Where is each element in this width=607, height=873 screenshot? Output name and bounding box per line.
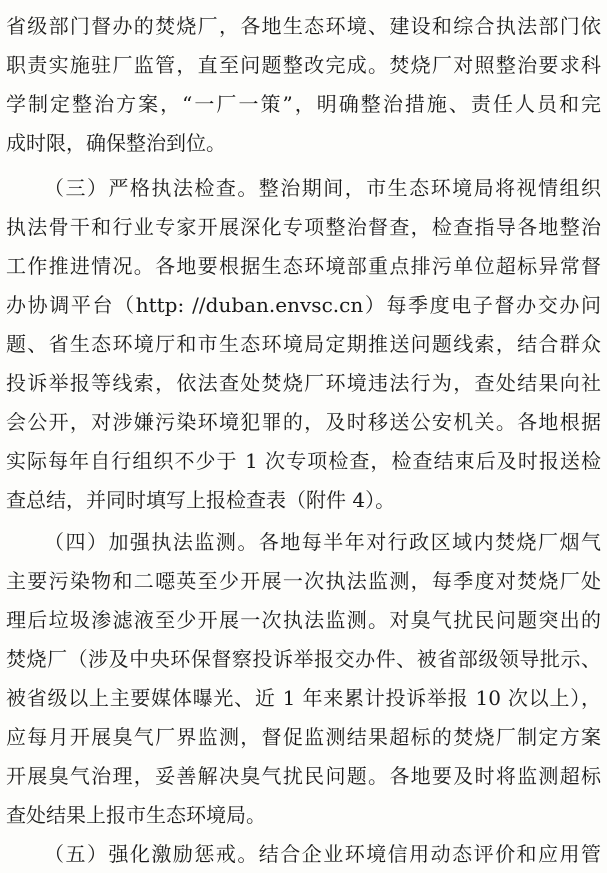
text-line: 焚烧厂（涉及中央环保督察投诉举报交办件、被省部级领导批示、 <box>6 647 601 671</box>
text-line: 会公开，对涉嫌污染环境犯罪的，及时移送公安机关。各地根据 <box>6 410 601 434</box>
text-line: 省级部门督办的焚烧厂，各地生态环境、建设和综合执法部门依 <box>6 14 601 38</box>
text-line: 查总结，并同时填写上报检查表（附件 4）。 <box>6 488 396 512</box>
text-line: 开展臭气治理，妥善解决臭气扰民问题。各地要及时将监测超标 <box>6 764 601 788</box>
text-line: 工作推进情况。各地要根据生态环境部重点排污单位超标异常督 <box>6 254 601 278</box>
text-line: 成时限，确保整治到位。 <box>6 131 226 155</box>
text-line: 应每月开展臭气厂界监测，督促监测结果超标的焚烧厂制定方案 <box>6 725 601 749</box>
text-line: 被省级以上主要媒体曝光、近 1 年来累计投诉举报 10 次以上）， <box>6 686 601 710</box>
text-line: 理后垃圾渗滤液至少开展一次执法监测。对臭气扰民问题突出的 <box>6 608 601 632</box>
text-line: 查处结果上报市生态环境局。 <box>6 803 266 827</box>
text-line: 实际每年自行组织不少于 1 次专项检查，检查结束后及时报送检 <box>6 449 601 473</box>
text-line: 执法骨干和行业专家开展深化专项整治督查，检查指导各地整治 <box>6 215 601 239</box>
text-line: 题、省生态环境厅和市生态环境局定期推送问题线索，结合群众 <box>6 332 601 356</box>
text-line: 职责实施驻厂监管，直至问题整改完成。焚烧厂对照整治要求科 <box>6 53 601 77</box>
section-heading-line: （三）严格执法检查。整治期间，市生态环境局将视情组织 <box>44 176 601 200</box>
text-line: 主要污染物和二噁英至少开展一次执法监测，每季度对焚烧厂处 <box>6 569 601 593</box>
section-heading-line: （五）强化激励惩戒。结合企业环境信用动态评价和应用管 <box>44 842 601 866</box>
section-heading-line: （四）加强执法监测。各地每半年对行政区域内焚烧厂烟气 <box>44 530 601 554</box>
text-line: 投诉举报等线索，依法查处焚烧厂环境违法行为，查处结果向社 <box>6 371 601 395</box>
text-line: 学制定整治方案，“一厂一策”，明确整治措施、责任人员和完 <box>6 92 601 116</box>
text-line: 办协调平台（http: //duban.envsc.cn）每季度电子督办交办问 <box>6 293 601 317</box>
